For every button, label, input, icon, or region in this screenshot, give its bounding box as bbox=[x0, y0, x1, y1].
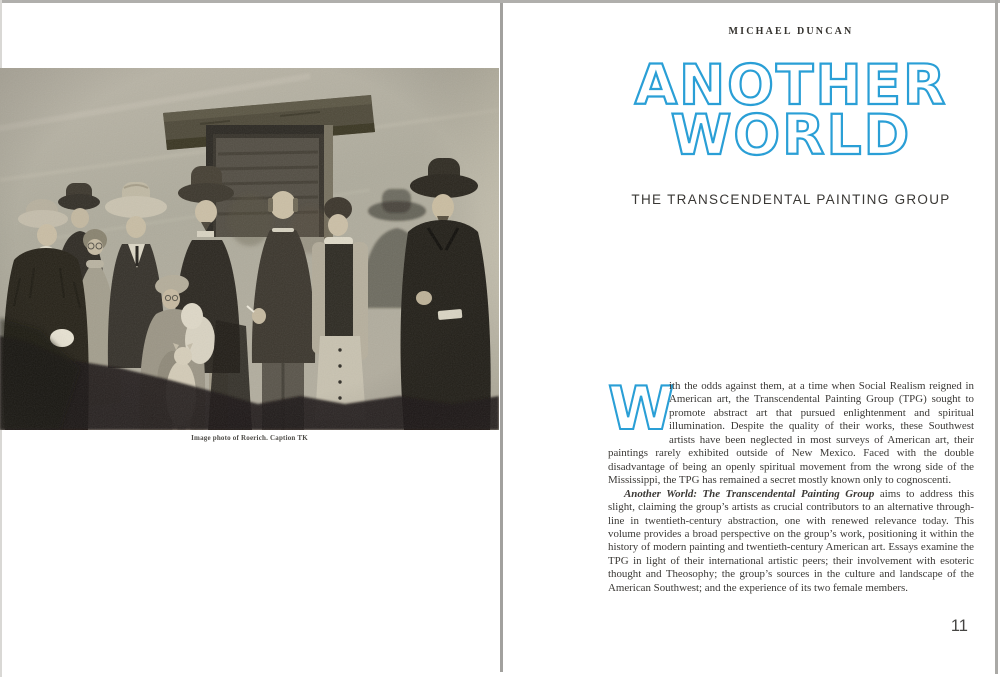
book-title bbox=[588, 53, 994, 167]
title-line-2: WORLD bbox=[670, 103, 912, 167]
title-line-1: ANOTHER bbox=[634, 53, 948, 117]
paragraph-1 bbox=[608, 374, 974, 488]
spread-right-edge bbox=[995, 0, 998, 674]
author-name: MICHAEL DUNCAN bbox=[728, 26, 854, 37]
paragraph-2-text: aims to address this slight, claiming the group’s artists as crucial contributors to an alternative through-line in twentieth-century abstraction, one with renewed relevance today. This volume provides a broad perspective on the group’s work, positioning it within the history of modern painting and twentieth-century American art. Essays examine the TPG in light of their international artistic peers; their involvement with esoteric thought and Theosophy; the group’s sources in the culture and landscape of the American Southwest; and the experience of its two female members. bbox=[608, 487, 975, 594]
paragraph-1-text: ith the odds against them, at a time when Social Realism reigned in American art, the Transcendental Painting Group (TPG) sought to promote abstract art that pursued enlightenment and spiritual illumination. Despite the quality of their works, these Southwest artists have been neglected in most surveys of American art, their paintings rarely exhibited outside of New Mexico. Faced with the double disadvantage of being an openly spiritual movement from the wrong side of the Mississippi, the TPG has remained a secret mostly known only to cognoscenti. bbox=[608, 380, 974, 487]
page-number: 11 bbox=[950, 617, 968, 635]
essay-text bbox=[608, 374, 975, 595]
photo-grain bbox=[0, 68, 499, 430]
right-page bbox=[608, 0, 974, 677]
paragraph-2 bbox=[608, 488, 974, 596]
photo-caption: Image photo of Roerich. Caption TK bbox=[191, 434, 308, 442]
group-photograph bbox=[0, 68, 499, 430]
book-spine bbox=[500, 3, 503, 672]
book-subtitle: THE TRANSCENDENTAL PAINTING GROUP bbox=[631, 192, 951, 207]
group-photograph-art bbox=[0, 68, 499, 430]
inline-book-title: Another World: The Transcendental Painting Group bbox=[624, 487, 875, 500]
dropcap-w: W bbox=[608, 374, 675, 444]
